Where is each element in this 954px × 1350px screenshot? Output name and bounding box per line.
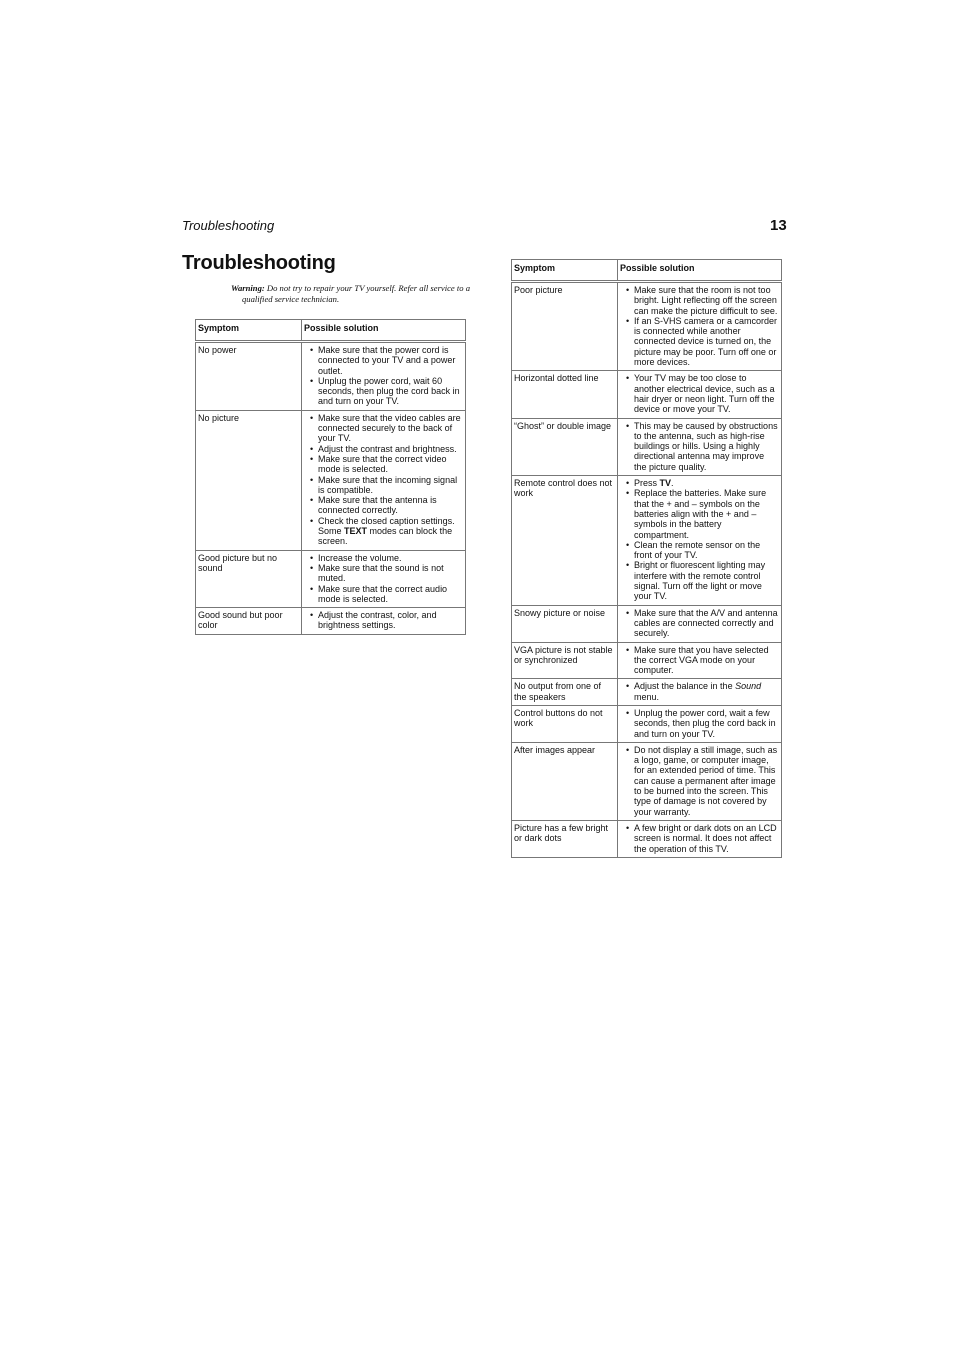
troubleshooting-table-right xyxy=(511,259,782,858)
solution-item: • Make sure that the room is not too bright. Light reflecting off the screen can make the picture difficult to see. xyxy=(634,285,779,316)
symptom-cell: Horizontal dotted line xyxy=(512,371,618,418)
table-header-row xyxy=(196,320,466,342)
solution-item: • Clean the remote sensor on the front of your TV. xyxy=(634,540,779,561)
table-row xyxy=(512,820,782,857)
solution-cell xyxy=(618,282,782,371)
table-row xyxy=(196,608,466,635)
table-body xyxy=(512,282,782,858)
solution-item: • Make sure that the antenna is connected correctly. xyxy=(318,495,463,516)
solution-item: • Your TV may be too close to another electrical device, such as a hair dryer or neon light. Turn off the device or move your TV. xyxy=(634,373,779,414)
solution-item: • Check the closed caption settings. Some TEXT modes can block the screen. xyxy=(318,516,463,547)
symptom-cell: Good picture but no sound xyxy=(196,550,302,607)
column-header-solution: Possible solution xyxy=(302,320,466,342)
solution-list xyxy=(307,413,463,547)
solution-list xyxy=(623,645,779,676)
symptom-cell: “Ghost” or double image xyxy=(512,418,618,475)
warning-label: Warning: xyxy=(231,283,265,293)
column-header-symptom: Symptom xyxy=(512,260,618,282)
table-row xyxy=(512,476,782,606)
solution-list xyxy=(623,823,779,854)
table-body xyxy=(196,342,466,635)
table-row xyxy=(512,605,782,642)
solution-list xyxy=(307,610,463,631)
table-row xyxy=(512,705,782,742)
solution-item: • Make sure that the correct audio mode is selected. xyxy=(318,584,463,605)
solution-item: • Make sure that you have selected the correct VGA mode on your computer. xyxy=(634,645,779,676)
solution-list xyxy=(623,421,779,472)
column-header-solution: Possible solution xyxy=(618,260,782,282)
solution-list xyxy=(623,745,779,817)
symptom-cell: No power xyxy=(196,342,302,411)
solution-cell xyxy=(618,476,782,606)
solution-cell xyxy=(302,550,466,607)
page-title: Troubleshooting xyxy=(182,252,336,274)
solution-item: • Make sure that the power cord is connected to your TV and a power outlet. xyxy=(318,345,463,376)
solution-list xyxy=(623,478,779,602)
solution-list xyxy=(623,285,779,367)
table-row xyxy=(512,371,782,418)
solution-cell xyxy=(618,820,782,857)
table-row xyxy=(196,550,466,607)
solution-list xyxy=(623,608,779,639)
solution-cell xyxy=(618,742,782,820)
solution-cell xyxy=(302,608,466,635)
symptom-cell: No output from one of the speakers xyxy=(512,679,618,706)
solution-list xyxy=(623,373,779,414)
symptom-cell: Poor picture xyxy=(512,282,618,371)
solution-cell xyxy=(302,342,466,411)
solution-cell xyxy=(618,705,782,742)
table-row xyxy=(512,742,782,820)
solution-item: • Unplug the power cord, wait a few seconds, then plug the cord back in and turn on your TV. xyxy=(634,708,779,739)
symptom-cell: Picture has a few bright or dark dots xyxy=(512,820,618,857)
solution-cell xyxy=(618,418,782,475)
table-row xyxy=(512,679,782,706)
solution-item: • Adjust the balance in the Sound menu. xyxy=(634,681,779,702)
symptom-cell: Good sound but poor color xyxy=(196,608,302,635)
symptom-cell: Control buttons do not work xyxy=(512,705,618,742)
column-header-symptom: Symptom xyxy=(196,320,302,342)
solution-item: • A few bright or dark dots on an LCD screen is normal. It does not affect the operation of this TV. xyxy=(634,823,779,854)
table-row xyxy=(512,282,782,371)
solution-list xyxy=(307,345,463,407)
solution-cell xyxy=(618,679,782,706)
solution-cell xyxy=(618,605,782,642)
symptom-cell: After images appear xyxy=(512,742,618,820)
troubleshooting-table-left xyxy=(195,319,466,635)
solution-item: • Adjust the contrast, color, and brightness settings. xyxy=(318,610,463,631)
table-header-row xyxy=(512,260,782,282)
table-row xyxy=(196,410,466,550)
solution-item: • Increase the volume. xyxy=(318,553,463,563)
solution-item: • Make sure that the incoming signal is compatible. xyxy=(318,475,463,496)
warning-note xyxy=(231,283,477,305)
solution-item: • Adjust the contrast and brightness. xyxy=(318,444,463,454)
warning-text: Do not try to repair your TV yourself. Refer all service to a qualified service technician. xyxy=(242,283,471,304)
solution-item: • Replace the batteries. Make sure that the + and – symbols on the batteries align with the + and – symbols in the battery compartment. xyxy=(634,488,779,539)
solution-item: • Unplug the power cord, wait 60 seconds, then plug the cord back in and turn on your TV. xyxy=(318,376,463,407)
solution-item: • Make sure that the A/V and antenna cables are connected correctly and securely. xyxy=(634,608,779,639)
symptom-cell: No picture xyxy=(196,410,302,550)
solution-cell xyxy=(302,410,466,550)
solution-item: • This may be caused by obstructions to the antenna, such as high-rise buildings or hills. Using a highly directional antenna may improve the picture quality. xyxy=(634,421,779,472)
solution-list xyxy=(623,681,779,702)
symptom-cell: Remote control does not work xyxy=(512,476,618,606)
page-number: 13 xyxy=(770,217,787,234)
symptom-cell: Snowy picture or noise xyxy=(512,605,618,642)
solution-cell xyxy=(618,642,782,679)
solution-item: • Make sure that the video cables are connected securely to the back of your TV. xyxy=(318,413,463,444)
solution-item: • Make sure that the correct video mode is selected. xyxy=(318,454,463,475)
solution-item: • Do not display a still image, such as a logo, game, or computer image, for an extended period of time. This can cause a permanent after image to be burned into the screen. This type of damage is not covered by your warranty. xyxy=(634,745,779,817)
solution-item: • If an S-VHS camera or a camcorder is connected while another connected device is turned on, the picture may be poor. Turn off one or more devices. xyxy=(634,316,779,367)
symptom-cell: VGA picture is not stable or synchronized xyxy=(512,642,618,679)
table-row xyxy=(196,342,466,411)
solution-item: • Bright or fluorescent lighting may interfere with the remote control signal. Turn off the light or move your TV. xyxy=(634,560,779,601)
solution-item: • Press TV. xyxy=(634,478,779,488)
table-row xyxy=(512,642,782,679)
solution-list xyxy=(623,708,779,739)
solution-cell xyxy=(618,371,782,418)
solution-list xyxy=(307,553,463,604)
running-head: Troubleshooting xyxy=(182,218,275,233)
solution-item: • Make sure that the sound is not muted. xyxy=(318,563,463,584)
table-row xyxy=(512,418,782,475)
